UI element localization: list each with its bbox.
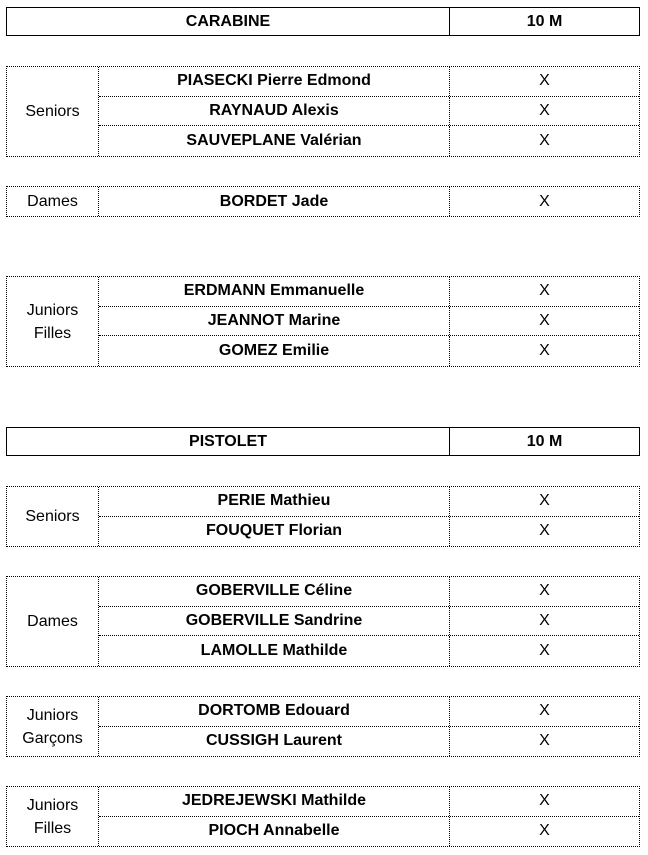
entry-mark: X (539, 792, 550, 810)
entry-mark: X (539, 102, 550, 119)
table-row (99, 636, 639, 666)
athlete-name: BORDET Jade (99, 187, 450, 216)
entry-mark: X (539, 522, 550, 540)
athlete-name: GOBERVILLE Céline (99, 577, 450, 606)
table-row (99, 187, 639, 216)
entry-mark: X (539, 312, 550, 329)
athlete-name: JEANNOT Marine (99, 307, 450, 336)
entry-mark: X (539, 822, 550, 840)
table-row (99, 607, 639, 637)
pistolet-dames-group (6, 576, 640, 667)
entry-mark: X (539, 342, 550, 360)
table-row (99, 67, 639, 97)
athlete-name: FOUQUET Florian (99, 517, 450, 546)
category-label: Dames (7, 187, 99, 216)
table-row (99, 727, 639, 756)
athlete-name: RAYNAUD Alexis (99, 97, 450, 126)
table-row (99, 126, 639, 156)
table-row (99, 517, 639, 546)
carabine-title: CARABINE (7, 8, 450, 35)
table-row (99, 817, 639, 846)
entry-mark: X (539, 492, 550, 510)
pistolet-juniors-filles-group (6, 786, 640, 847)
athlete-name: DORTOMB Edouard (99, 697, 450, 726)
pistolet-title: PISTOLET (7, 428, 450, 455)
category-label: Juniors Filles (7, 277, 99, 366)
carabine-dames-group (6, 186, 640, 217)
athlete-name: GOBERVILLE Sandrine (99, 607, 450, 636)
carabine-juniors-filles-group (6, 276, 640, 367)
table-row (99, 97, 639, 127)
carabine-seniors-group (6, 66, 640, 157)
entry-mark: X (539, 642, 550, 660)
category-label: Seniors (7, 67, 99, 156)
athlete-name: LAMOLLE Mathilde (99, 636, 450, 666)
entry-mark: X (539, 582, 550, 600)
pistolet-seniors-group (6, 486, 640, 547)
table-row (99, 697, 639, 727)
pistolet-distance: 10 M (526, 432, 563, 450)
entry-mark: X (539, 72, 550, 90)
category-label: Seniors (7, 487, 99, 546)
entry-mark: X (539, 732, 550, 750)
category-label: Juniors Garçons (7, 697, 99, 756)
athlete-name: CUSSIGH Laurent (99, 727, 450, 756)
table-row (99, 787, 639, 817)
carabine-header (6, 7, 640, 36)
pistolet-header (6, 427, 640, 456)
entry-mark: X (539, 612, 550, 629)
athlete-name: PIOCH Annabelle (99, 817, 450, 846)
athlete-name: GOMEZ Emilie (99, 336, 450, 366)
athlete-name: SAUVEPLANE Valérian (99, 126, 450, 156)
pistolet-juniors-garcons-group (6, 696, 640, 757)
entry-mark: X (539, 702, 550, 720)
table-row (99, 487, 639, 517)
table-row (99, 577, 639, 607)
category-label: Juniors Filles (7, 787, 99, 846)
category-label: Dames (7, 577, 99, 666)
entry-mark: X (539, 132, 550, 150)
athlete-name: PIASECKI Pierre Edmond (99, 67, 450, 96)
athlete-name: JEDREJEWSKI Mathilde (99, 787, 450, 816)
table-row (99, 277, 639, 307)
entry-mark: X (539, 192, 550, 210)
carabine-distance: 10 M (526, 12, 563, 30)
athlete-name: PERIE Mathieu (99, 487, 450, 516)
athlete-name: ERDMANN Emmanuelle (99, 277, 450, 306)
table-row (99, 336, 639, 366)
entry-mark: X (539, 282, 550, 300)
table-row (99, 307, 639, 337)
